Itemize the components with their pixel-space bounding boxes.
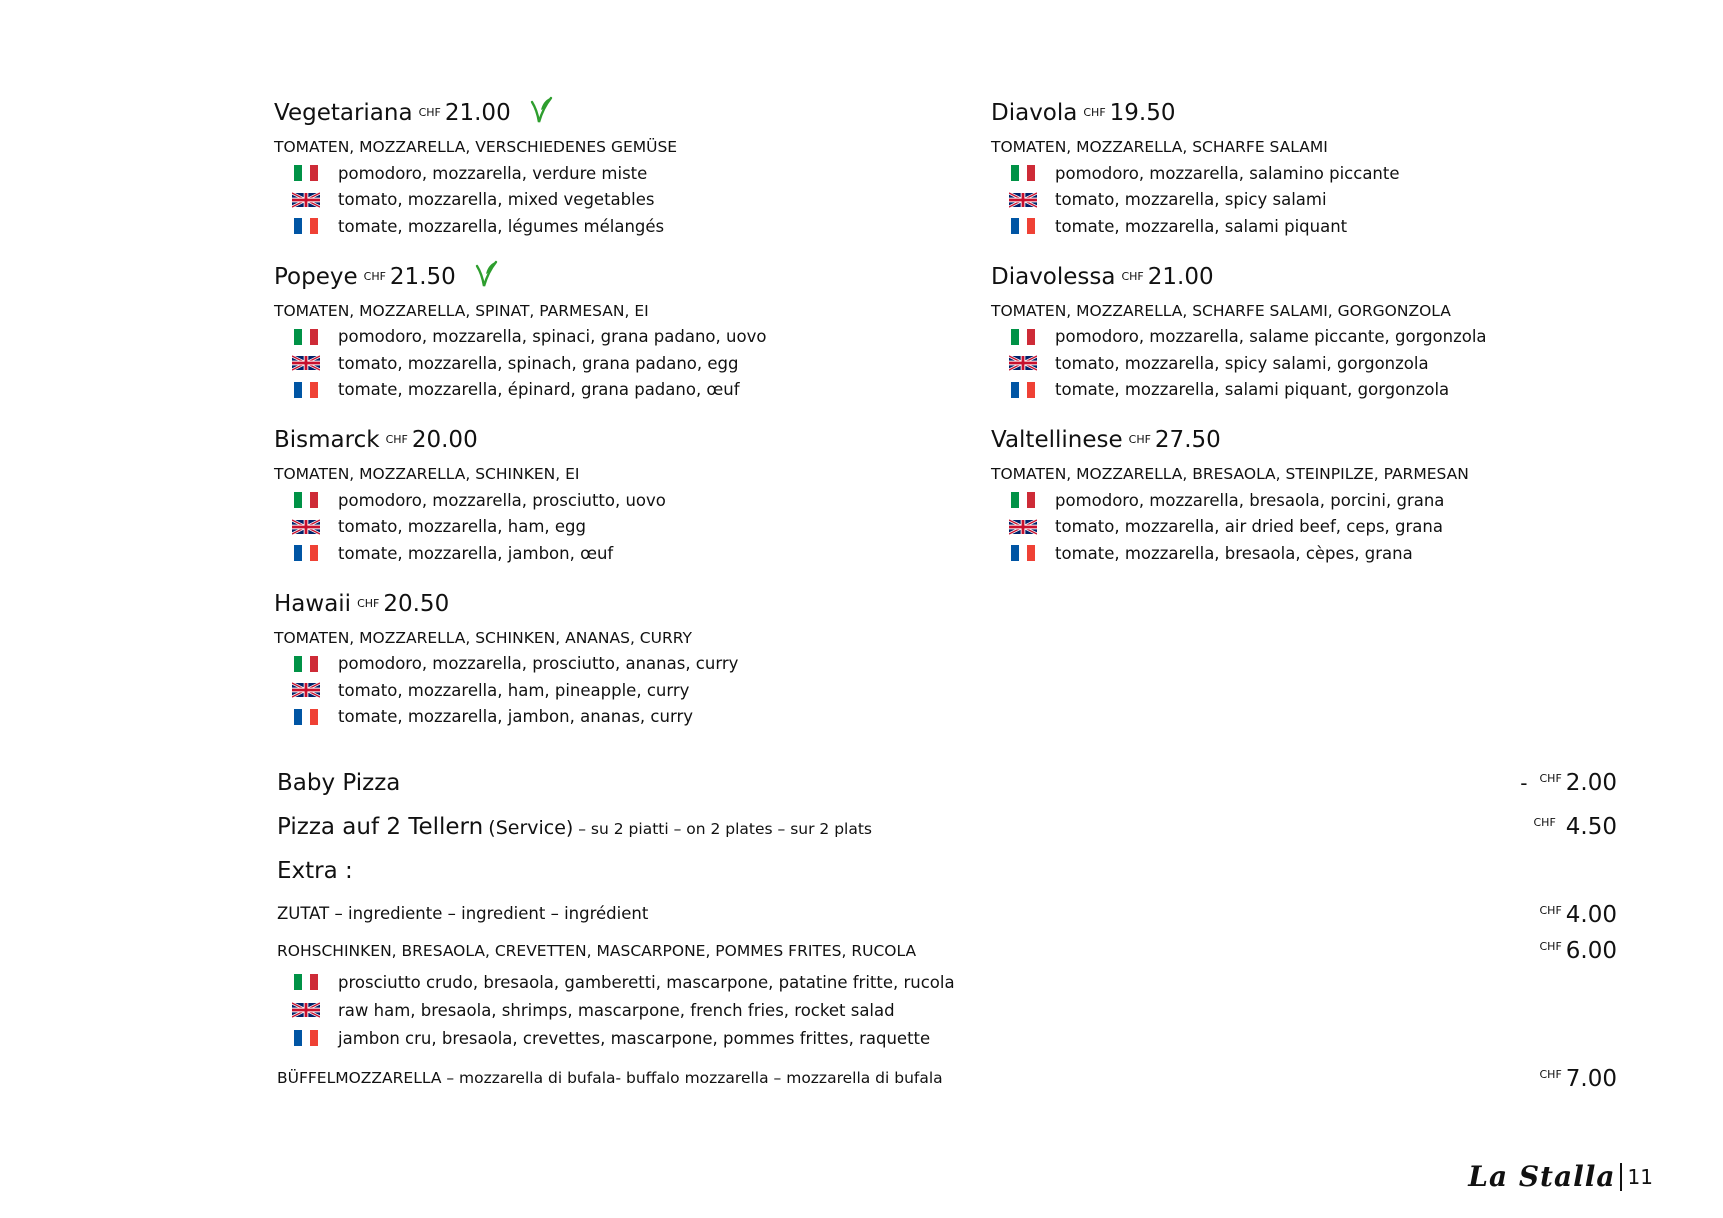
currency-label: CHF bbox=[1539, 904, 1562, 917]
price-value: 2.00 bbox=[1565, 770, 1617, 796]
currency-label: CHF bbox=[1121, 269, 1144, 283]
vegetarian-leaf-icon bbox=[529, 96, 553, 124]
footer-divider bbox=[1620, 1163, 1622, 1191]
translation-text: tomato, mozzarella, ham, pineapple, curry bbox=[338, 680, 690, 700]
currency-label: CHF bbox=[385, 433, 408, 446]
ingredients-german: TOMATEN, MOZZARELLA, SCHINKEN, ANANAS, CURRY bbox=[274, 628, 692, 647]
translation-italian bbox=[274, 651, 894, 678]
france-flag-icon bbox=[292, 709, 320, 725]
france-flag-icon bbox=[1009, 545, 1037, 561]
uk-flag-icon bbox=[1009, 355, 1037, 371]
italy-flag-icon bbox=[1009, 165, 1037, 181]
translation-text: jambon cru, bresaola, crevettes, mascarpone, pommes frittes, raquette bbox=[338, 1028, 931, 1048]
translation-french bbox=[277, 1024, 1617, 1052]
translation-text: tomate, mozzarella, jambon, ananas, curry bbox=[338, 707, 693, 727]
premium-extras-row bbox=[277, 934, 1617, 968]
translation-text: tomate, mozzarella, jambon, œuf bbox=[338, 543, 614, 563]
pizza-valtellinese bbox=[991, 427, 1611, 567]
italy-flag-icon bbox=[1009, 329, 1037, 345]
ingredients-german: TOMATEN, MOZZARELLA, SCHARFE SALAMI bbox=[991, 138, 1328, 156]
france-flag-icon bbox=[1009, 382, 1037, 398]
translation-text: tomato, mozzarella, spicy salami bbox=[1055, 190, 1327, 210]
translation-text: pomodoro, mozzarella, spinaci, grana padano, uovo bbox=[338, 327, 767, 347]
ingredients-german: TOMATEN, MOZZARELLA, SCHINKEN, EI bbox=[274, 465, 580, 483]
translation-text: tomate, mozzarella, bresaola, cèpes, grana bbox=[1055, 543, 1413, 563]
translation-text: tomato, mozzarella, mixed vegetables bbox=[338, 190, 655, 210]
translation-french bbox=[991, 540, 1611, 567]
france-flag-icon bbox=[1009, 218, 1037, 234]
ingredients-german: TOMATEN, MOZZARELLA, SPINAT, PARMESAN, EI bbox=[274, 301, 649, 320]
ingredients-german: TOMATEN, MOZZARELLA, SCHARFE SALAMI, GORGONZOLA bbox=[991, 301, 1451, 320]
pizza-popeye bbox=[274, 264, 894, 404]
right-menu-column bbox=[991, 100, 1611, 591]
translation-italian bbox=[991, 324, 1611, 351]
currency-label: CHF bbox=[1539, 940, 1562, 953]
brand-logo: La Stalla bbox=[1468, 1160, 1616, 1193]
translation-italian bbox=[991, 487, 1611, 514]
pizza-price: 21.00 bbox=[444, 100, 511, 126]
extra-title: Extra : bbox=[277, 858, 353, 884]
currency-label: CHF bbox=[1539, 772, 1562, 785]
translation-text: raw ham, bresaola, shrimps, mascarpone, french fries, rocket salad bbox=[338, 1000, 895, 1020]
pizza-price: 21.00 bbox=[1147, 263, 1214, 290]
pizza-name: Diavola bbox=[991, 100, 1078, 126]
pizza-name: Bismarck bbox=[274, 427, 380, 453]
translation-italian bbox=[277, 968, 1617, 996]
translation-text: pomodoro, mozzarella, verdure miste bbox=[338, 163, 648, 183]
page-footer bbox=[1468, 1160, 1653, 1193]
translation-english bbox=[274, 677, 894, 704]
pizza-name: Valtellinese bbox=[991, 427, 1123, 453]
translation-english bbox=[991, 187, 1611, 214]
uk-flag-icon bbox=[1009, 519, 1037, 535]
pizza-price: 27.50 bbox=[1154, 427, 1221, 453]
translation-english bbox=[991, 350, 1611, 377]
bufala-label: BÜFFELMOZZARELLA – mozzarella di bufala- buffalo mozzarella – mozzarella di bufala bbox=[277, 1069, 943, 1087]
currency-label: CHF bbox=[418, 106, 441, 119]
price-value: 7.00 bbox=[1565, 1066, 1617, 1092]
translation-text: prosciutto crudo, bresaola, gamberetti, mascarpone, patatine fritte, rucola bbox=[338, 972, 955, 992]
translation-french bbox=[274, 213, 894, 240]
currency-label: CHF bbox=[1533, 816, 1556, 829]
bufala-price bbox=[1534, 1066, 1618, 1092]
pizza-price: 20.50 bbox=[383, 590, 450, 617]
service-label: (Service) bbox=[488, 817, 574, 839]
currency-label: CHF bbox=[363, 269, 386, 283]
translation-italian bbox=[274, 160, 894, 187]
price-dash: - bbox=[1520, 771, 1528, 795]
translation-french bbox=[274, 377, 894, 404]
translation-french bbox=[274, 540, 894, 567]
price-value: 6.00 bbox=[1565, 938, 1617, 964]
vegetarian-leaf-icon bbox=[474, 260, 498, 288]
translation-italian bbox=[991, 160, 1611, 187]
uk-flag-icon bbox=[292, 1002, 320, 1018]
two-plates-label: Pizza auf 2 Tellern bbox=[277, 814, 484, 840]
translation-text: tomato, mozzarella, ham, egg bbox=[338, 517, 586, 537]
price-value: 4.00 bbox=[1565, 902, 1617, 928]
zutat-label: ZUTAT – ingrediente – ingredient – ingrédient bbox=[277, 904, 649, 923]
premium-extras-price bbox=[1534, 938, 1618, 964]
italy-flag-icon bbox=[292, 974, 320, 990]
translation-french bbox=[274, 704, 894, 731]
italy-flag-icon bbox=[292, 492, 320, 508]
pizza-price: 19.50 bbox=[1109, 100, 1176, 126]
currency-label: CHF bbox=[357, 596, 380, 610]
uk-flag-icon bbox=[292, 519, 320, 535]
uk-flag-icon bbox=[292, 355, 320, 371]
baby-pizza-label: Baby Pizza bbox=[277, 770, 401, 796]
two-plates-translations: – su 2 piatti – on 2 plates – sur 2 plats bbox=[573, 820, 872, 838]
france-flag-icon bbox=[292, 1030, 320, 1046]
france-flag-icon bbox=[292, 545, 320, 561]
translation-english bbox=[277, 996, 1617, 1024]
italy-flag-icon bbox=[292, 656, 320, 672]
ingredients-german: TOMATEN, MOZZARELLA, VERSCHIEDENES GEMÜSE bbox=[274, 138, 678, 156]
pizza-name: Popeye bbox=[274, 263, 358, 290]
pizza-hawaii bbox=[274, 591, 894, 731]
translation-french bbox=[991, 377, 1611, 404]
translation-text: pomodoro, mozzarella, salame piccante, gorgonzola bbox=[1055, 327, 1487, 347]
pizza-name: Hawaii bbox=[274, 590, 352, 617]
ingredients-german: TOMATEN, MOZZARELLA, BRESAOLA, STEINPILZE, PARMESAN bbox=[991, 465, 1469, 483]
france-flag-icon bbox=[292, 382, 320, 398]
baby-pizza-row bbox=[277, 770, 1617, 814]
italy-flag-icon bbox=[292, 165, 320, 181]
extras-section bbox=[277, 770, 1617, 1098]
two-plates-price bbox=[1528, 814, 1618, 840]
translation-text: tomate, mozzarella, légumes mélangés bbox=[338, 216, 665, 236]
translation-english bbox=[274, 514, 894, 541]
pizza-name: Vegetariana bbox=[274, 100, 413, 126]
bufala-row bbox=[277, 1058, 1617, 1098]
two-plates-row bbox=[277, 814, 1617, 858]
extra-title-row bbox=[277, 858, 1617, 894]
pizza-diavolessa bbox=[991, 264, 1611, 404]
uk-flag-icon bbox=[1009, 192, 1037, 208]
pizza-price: 20.00 bbox=[411, 427, 478, 453]
translation-text: pomodoro, mozzarella, prosciutto, uovo bbox=[338, 490, 666, 510]
uk-flag-icon bbox=[292, 682, 320, 698]
translation-italian bbox=[274, 487, 894, 514]
page-number: 11 bbox=[1627, 1164, 1653, 1189]
uk-flag-icon bbox=[292, 192, 320, 208]
currency-label: CHF bbox=[1128, 433, 1151, 446]
france-flag-icon bbox=[292, 218, 320, 234]
translation-text: tomate, mozzarella, épinard, grana padano, œuf bbox=[338, 380, 740, 400]
translation-text: tomato, mozzarella, air dried beef, ceps, grana bbox=[1055, 517, 1443, 537]
translation-text: tomato, mozzarella, spinach, grana padano, egg bbox=[338, 353, 739, 373]
pizza-bismarck bbox=[274, 427, 894, 567]
pizza-price: 21.50 bbox=[389, 263, 456, 290]
translation-french bbox=[991, 213, 1611, 240]
translation-english bbox=[274, 187, 894, 214]
translation-english bbox=[274, 350, 894, 377]
baby-pizza-price bbox=[1520, 770, 1617, 796]
translation-english bbox=[991, 514, 1611, 541]
translation-text: pomodoro, mozzarella, prosciutto, ananas, curry bbox=[338, 654, 739, 674]
pizza-vegetariana bbox=[274, 100, 894, 240]
translation-text: tomato, mozzarella, spicy salami, gorgonzola bbox=[1055, 353, 1429, 373]
translation-italian bbox=[274, 324, 894, 351]
currency-label: CHF bbox=[1539, 1068, 1562, 1081]
left-menu-column bbox=[274, 100, 894, 754]
italy-flag-icon bbox=[292, 329, 320, 345]
translation-text: pomodoro, mozzarella, bresaola, porcini, grana bbox=[1055, 490, 1445, 510]
italy-flag-icon bbox=[1009, 492, 1037, 508]
currency-label: CHF bbox=[1083, 106, 1106, 119]
translation-text: tomate, mozzarella, salami piquant, gorgonzola bbox=[1055, 380, 1450, 400]
zutat-price bbox=[1534, 902, 1618, 928]
pizza-name: Diavolessa bbox=[991, 263, 1116, 290]
translation-text: pomodoro, mozzarella, salamino piccante bbox=[1055, 163, 1400, 183]
price-value: 4.50 bbox=[1565, 814, 1617, 840]
premium-extras-label: ROHSCHINKEN, BRESAOLA, CREVETTEN, MASCARPONE, POMMES FRITES, RUCOLA bbox=[277, 942, 917, 960]
zutat-row bbox=[277, 894, 1617, 934]
translation-text: tomate, mozzarella, salami piquant bbox=[1055, 216, 1348, 236]
pizza-diavola bbox=[991, 100, 1611, 240]
